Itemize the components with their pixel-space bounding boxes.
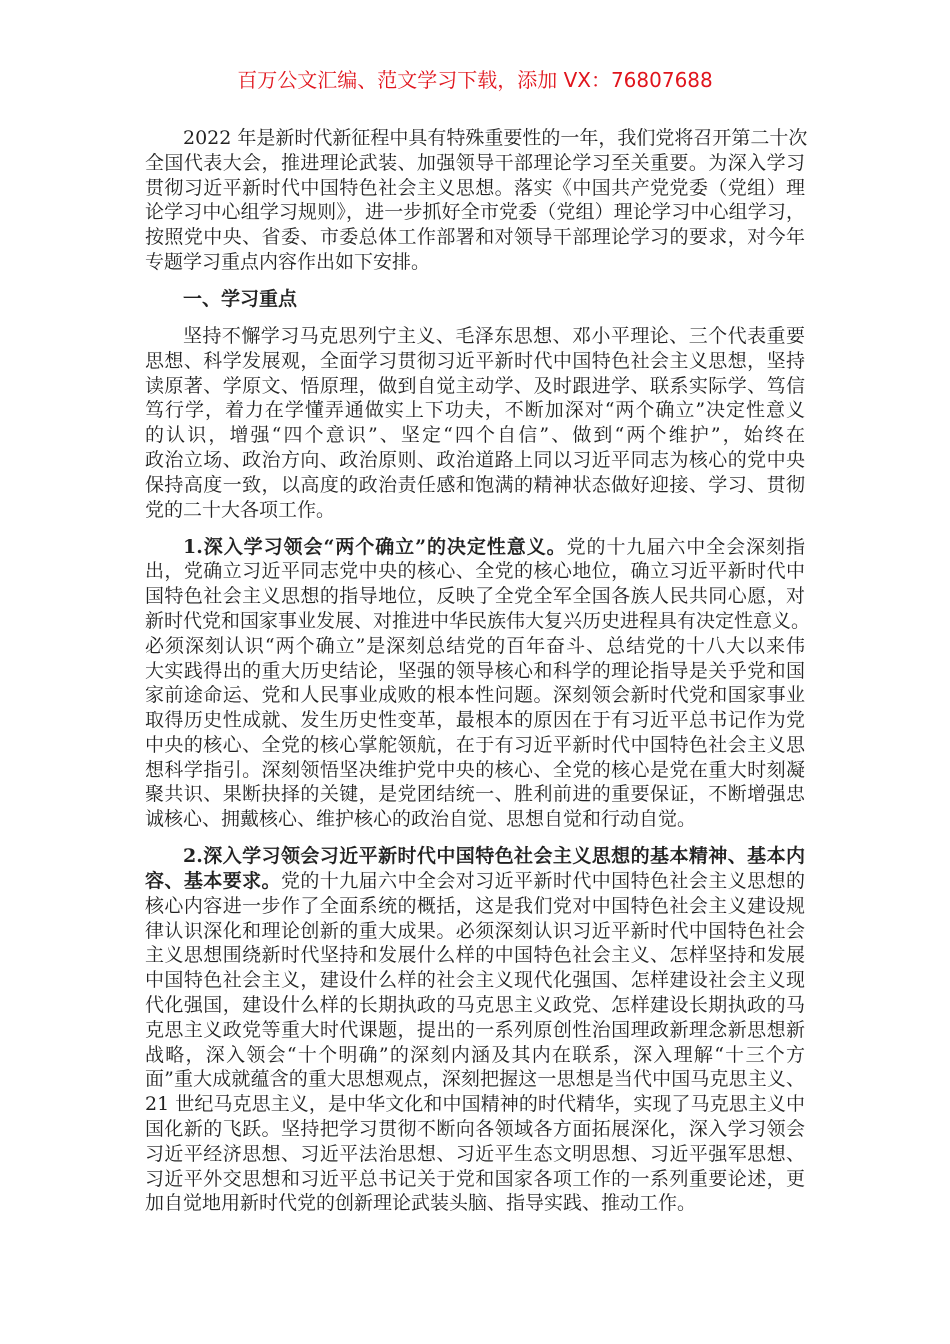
text-segment: 党的十九届六中全会对习近平新时代中国特色社会主义思想的 bbox=[280, 870, 805, 893]
text-line bbox=[145, 683, 805, 708]
text-line bbox=[145, 919, 805, 944]
text-line bbox=[145, 151, 805, 176]
text-line bbox=[145, 1043, 805, 1068]
text-segment: 出，党确立习近平同志党中央的核心、全党的核心地位，确立习近平新时代中 bbox=[145, 560, 805, 583]
text-line bbox=[145, 807, 805, 832]
text-segment: 律认识深化和理论创新的重大成果。必须深刻认识习近平新时代中国特色社会 bbox=[145, 919, 805, 942]
text-segment: 新时代党和国家事业发展、对推进中华民族伟大复兴历史进程具有决定性意义。 bbox=[145, 609, 811, 632]
text-line bbox=[145, 1142, 805, 1167]
text-line bbox=[145, 943, 805, 968]
text-line bbox=[145, 1117, 805, 1142]
bold-lead-text: 容、基本要求。 bbox=[145, 870, 281, 893]
text-line bbox=[145, 733, 805, 758]
text-segment: 专题学习重点内容作出如下安排。 bbox=[145, 250, 431, 273]
text-segment: 党的十九届六中全会深刻指 bbox=[566, 535, 805, 558]
text-line bbox=[145, 250, 805, 275]
text-segment: 贯彻习近平新时代中国特色社会主义思想。落实《中国共产党党委（党组）理 bbox=[145, 176, 805, 199]
text-segment: 中国特色社会主义，建设什么样的社会主义现代化强国、怎样建设社会主义现 bbox=[145, 969, 805, 992]
text-line bbox=[145, 708, 805, 733]
text-segment: 国化新的飞跃。坚持把学习贯彻不断向各领域各方面拓展深化，深入学习领会 bbox=[145, 1118, 805, 1141]
document-body bbox=[145, 126, 811, 1228]
text-line bbox=[145, 374, 805, 399]
text-line bbox=[145, 398, 805, 423]
text-line bbox=[145, 473, 805, 498]
text-segment: 核心内容进一步作了全面系统的概括，这是我们党对中国特色社会主义建设规 bbox=[145, 894, 805, 917]
text-line bbox=[145, 758, 805, 783]
text-line bbox=[145, 423, 805, 448]
text-segment: 21 世纪马克思主义，是中华文化和中国精神的时代精华，实现了马克思主义中 bbox=[145, 1093, 805, 1116]
text-line bbox=[145, 448, 805, 473]
bold-lead-text: 1.深入学习领会“两个确立”的决定性意义。 bbox=[183, 535, 567, 558]
text-line bbox=[145, 1191, 805, 1216]
text-line bbox=[145, 1067, 805, 1092]
text-line bbox=[145, 1167, 805, 1192]
text-segment: 党的二十大各项工作。 bbox=[145, 498, 336, 521]
text-line bbox=[145, 782, 805, 807]
section-heading bbox=[145, 287, 805, 312]
text-line bbox=[145, 1092, 805, 1117]
text-line bbox=[145, 869, 805, 894]
text-segment: 诚核心、拥戴核心、维护核心的政治自觉、思想自觉和行动自觉。 bbox=[145, 808, 697, 831]
text-segment: 加自觉地用新时代党的创新理论武装头脑、指导实践、推动工作。 bbox=[145, 1192, 697, 1215]
text-segment: 坚持不懈学习马克思列宁主义、毛泽东思想、邓小平理论、三个代表重要 bbox=[183, 324, 805, 347]
text-segment: 聚共识、果断抉择的关键，是党团结统一、胜利前进的重要保证，不断增强忠 bbox=[145, 783, 805, 806]
text-segment: 论学习中心组学习规则》，进一步抓好全市党委（党组）理论学习中心组学习， bbox=[145, 201, 805, 224]
paragraph bbox=[145, 324, 805, 522]
text-line bbox=[145, 584, 805, 609]
text-segment: 的认识，增强“四个意识”、坚定“四个自信”、做到“两个维护”，始终在 bbox=[145, 424, 805, 447]
text-line bbox=[145, 200, 805, 225]
paragraph bbox=[145, 844, 805, 1216]
text-segment: 战略，深入领会“十个明确”的深刻内涵及其内在联系，深入理解“十三个方 bbox=[145, 1043, 805, 1066]
text-line bbox=[145, 634, 805, 659]
text-segment: 大实践得出的重大历史结论，坚强的领导核心和科学的理论指导是关乎党和国 bbox=[145, 659, 805, 682]
text-segment: 习近平经济思想、习近平法治思想、习近平生态文明思想、习近平强军思想、 bbox=[145, 1142, 805, 1165]
text-line bbox=[145, 225, 805, 250]
text-line bbox=[145, 844, 805, 869]
text-segment: 思想、科学发展观，全面学习贯彻习近平新时代中国特色社会主义思想，坚持 bbox=[145, 349, 805, 372]
text-segment: 全国代表大会，推进理论武装、加强领导干部理论学习至关重要。为深入学习 bbox=[145, 151, 805, 174]
text-segment: 国特色社会主义思想的指导地位，反映了全党全军全国各族人民共同心愿，对 bbox=[145, 585, 805, 608]
text-line bbox=[145, 287, 805, 312]
text-line bbox=[145, 609, 811, 634]
text-segment: 家前途命运、党和人民事业成败的根本性问题。深刻领会新时代党和国家事业 bbox=[145, 684, 805, 707]
text-line bbox=[145, 324, 805, 349]
text-line bbox=[145, 968, 805, 993]
text-segment: 读原著、学原文、悟原理，做到自觉主动学、及时跟进学、联系实际学、笃信 bbox=[145, 374, 805, 397]
text-segment: 克思主义政党等重大时代课题，提出的一系列原创性治国理政新理念新思想新 bbox=[145, 1018, 805, 1041]
text-segment: 笃行学，着力在学懂弄通做实上下功夫，不断加深对“两个确立”决定性意义 bbox=[145, 399, 805, 422]
text-line bbox=[145, 126, 808, 151]
text-segment: 取得历史性成就、发生历史性变革，最根本的原因在于有习近平总书记作为党 bbox=[145, 709, 805, 732]
paragraph bbox=[145, 535, 811, 833]
text-line bbox=[145, 993, 805, 1018]
watermark-header-title: 百万公文汇编、范文学习下载，添加 VX：76807688 bbox=[237, 68, 713, 92]
text-segment: 想科学指引。深刻领悟坚决维护党中央的核心、全党的核心是党在重大时刻凝 bbox=[145, 758, 805, 781]
text-line bbox=[145, 659, 805, 684]
text-line bbox=[145, 559, 805, 584]
text-segment: 代化强国，建设什么样的长期执政的马克思主义政党、怎样建设长期执政的马 bbox=[145, 994, 805, 1017]
text-line bbox=[145, 535, 805, 560]
text-segment: 2022 年是新时代新征程中具有特殊重要性的一年，我们党将召开第二十次 bbox=[183, 127, 808, 149]
bold-lead-text: 一、学习重点 bbox=[183, 287, 298, 310]
text-line bbox=[145, 1018, 805, 1043]
text-segment: 习近平外交思想和习近平总书记关于党和国家各项工作的一系列重要论述，更 bbox=[145, 1167, 805, 1190]
text-line bbox=[145, 894, 805, 919]
text-segment: 政治立场、政治方向、政治原则、政治道路上同以习近平同志为核心的党中央 bbox=[145, 448, 805, 471]
paragraph bbox=[145, 126, 808, 275]
text-line bbox=[145, 349, 805, 374]
text-segment: 面”重大成就蕴含的重大思想观点，深刻把握这一思想是当代中国马克思主义、 bbox=[145, 1068, 805, 1091]
text-line bbox=[145, 176, 805, 201]
text-segment: 中央的核心、全党的核心掌舵领航，在于有习近平新时代中国特色社会主义思 bbox=[145, 733, 805, 756]
bold-lead-text: 2.深入学习领会习近平新时代中国特色社会主义思想的基本精神、基本内 bbox=[183, 845, 805, 868]
text-segment: 按照党中央、省委、市委总体工作部署和对领导干部理论学习的要求，对今年 bbox=[145, 226, 805, 249]
text-segment: 必须深刻认识“两个确立”是深刻总结党的百年奋斗、总结党的十八大以来伟 bbox=[145, 634, 805, 657]
text-segment: 主义思想围绕新时代坚持和发展什么样的中国特色社会主义、怎样坚持和发展 bbox=[145, 944, 805, 967]
text-segment: 保持高度一致，以高度的政治责任感和饱满的精神状态做好迎接、学习、贯彻 bbox=[145, 473, 805, 496]
text-line bbox=[145, 498, 805, 523]
